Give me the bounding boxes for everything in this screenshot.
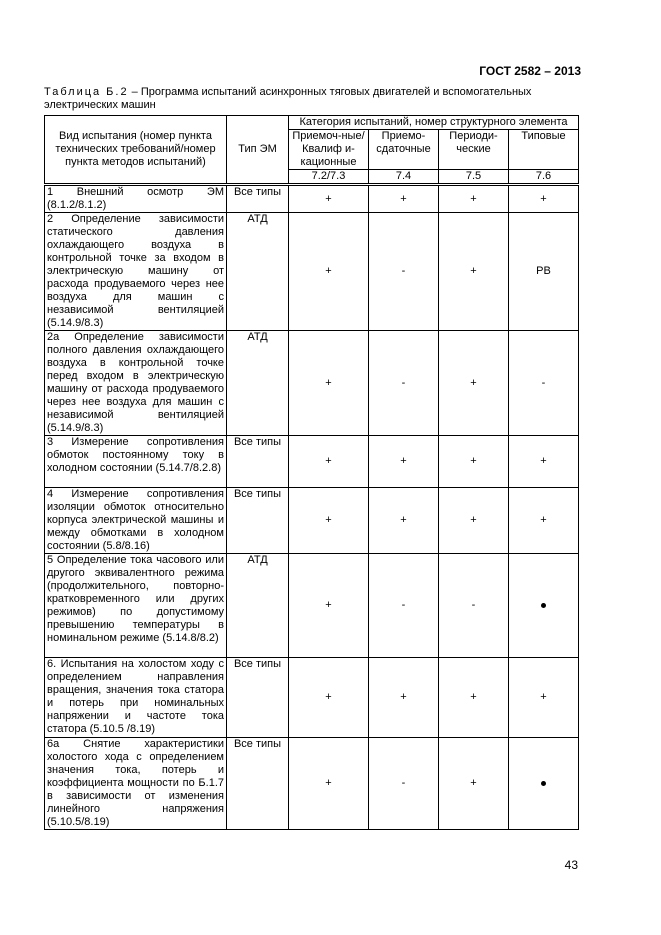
table-caption: [44, 86, 584, 112]
category-header: Приемоч-ные/Квалиф и-кационные: [289, 130, 369, 170]
mark-cell: +: [439, 738, 509, 830]
test-name-cell: 2 Определение зависимости статического давления охлаждающего воздуха в контрольной точке за входом в электрическую машину от расхода продуваемого через нее воздуха для машин с независимой вентиляцией (5.14.9/8.3): [45, 213, 227, 331]
mark-cell: +: [289, 738, 369, 830]
mark-cell: -: [369, 738, 439, 830]
test-name-cell: 2а Определение зависимости полного давления охлаждающего воздуха в контрольной точке перед входом в электрическую машину от расхода продуваемого через нее воздуха для машин с независимой вентиляцией (5.14.9/8.3): [45, 331, 227, 436]
mark-cell: +: [289, 488, 369, 554]
test-name-cell: 4 Измерение сопротивления изоляции обмоток относительно корпуса электрической машины и между обмотками в холодном состоянии (5.8/8.16): [45, 488, 227, 554]
test-name-cell: 5 Определение тока часового или другого эквивалентного режима (продолжительного, повторно-кратковременного или других режимов) по допустимому превышению температуры в номинальном режиме (5.14.8/8.2): [45, 554, 227, 658]
mark-cell: -: [369, 213, 439, 331]
table-row: [45, 185, 579, 213]
category-header: Типовые: [509, 130, 579, 170]
machine-type-cell: Все типы: [227, 185, 289, 213]
machine-type-cell: Все типы: [227, 658, 289, 738]
mark-cell: +: [439, 436, 509, 488]
caption-label: Таблица Б.2: [44, 86, 129, 98]
mark-cell: -: [369, 331, 439, 436]
mark-cell: +: [439, 488, 509, 554]
table-row: [45, 436, 579, 488]
mark-cell-dot: [509, 738, 579, 830]
mark-cell: -: [509, 331, 579, 436]
caption-text: – Программа испытаний асинхронных тяговых двигателей и вспомогательных электрических машин: [44, 86, 532, 111]
test-name-cell: 6а Снятие характеристики холостого хода с определением значения тока, потерь и коэффициента мощности по Б.1.7 в зависимости от изменения линейного напряжения (5.10.5/8.19): [45, 738, 227, 830]
mark-cell: +: [439, 658, 509, 738]
category-number: 7.2/7.3: [289, 170, 369, 185]
column-header-category: Категория испытаний, номер структурного элемента: [289, 116, 579, 130]
mark-cell: +: [289, 331, 369, 436]
category-header: Периоди-ческие: [439, 130, 509, 170]
mark-cell: +: [439, 213, 509, 331]
mark-cell: +: [289, 554, 369, 658]
table-body: [45, 185, 579, 830]
mark-cell: +: [439, 185, 509, 213]
standard-header: ГОСТ 2582 – 2013: [479, 64, 581, 78]
category-number: 7.6: [509, 170, 579, 185]
mark-cell: -: [439, 554, 509, 658]
mark-cell: +: [289, 213, 369, 331]
table-row: [45, 554, 579, 658]
machine-type-cell: АТД: [227, 554, 289, 658]
machine-type-cell: АТД: [227, 331, 289, 436]
mark-cell: +: [369, 436, 439, 488]
category-number: 7.5: [439, 170, 509, 185]
bullet-icon: [541, 781, 546, 786]
column-header-test: Вид испытания (номер пункта технических требований/номер пункта методов испытаний): [45, 116, 227, 185]
test-program-table: [44, 115, 579, 830]
mark-cell: +: [289, 436, 369, 488]
table-row: [45, 331, 579, 436]
column-header-type: Тип ЭМ: [227, 116, 289, 185]
mark-cell: +: [369, 488, 439, 554]
table-row: [45, 738, 579, 830]
mark-cell-dot: [509, 554, 579, 658]
mark-cell: +: [369, 185, 439, 213]
table-row: [45, 213, 579, 331]
test-name-cell: 6. Испытания на холостом ходу с определением направления вращения, значения тока статора и потерь при номинальных напряжении и частоте тока статора (5.10.5 /8.19): [45, 658, 227, 738]
test-name-cell: 3 Измерение сопротивления обмоток постоянному току в холодном состоянии (5.14.7/8.2.8): [45, 436, 227, 488]
table-row: [45, 658, 579, 738]
mark-cell: -: [369, 554, 439, 658]
test-name-cell: 1 Внешний осмотр ЭМ (8.1.2/8.1.2): [45, 185, 227, 213]
category-number: 7.4: [369, 170, 439, 185]
page-number: 43: [564, 858, 578, 872]
mark-cell: +: [509, 436, 579, 488]
mark-cell: +: [509, 658, 579, 738]
mark-cell: +: [289, 185, 369, 213]
mark-cell: +: [439, 331, 509, 436]
mark-cell: +: [289, 658, 369, 738]
table-row: [45, 488, 579, 554]
machine-type-cell: Все типы: [227, 436, 289, 488]
machine-type-cell: Все типы: [227, 488, 289, 554]
machine-type-cell: Все типы: [227, 738, 289, 830]
category-header: Приемо-сдаточные: [369, 130, 439, 170]
mark-cell: +: [369, 658, 439, 738]
bullet-icon: [541, 603, 546, 608]
machine-type-cell: АТД: [227, 213, 289, 331]
mark-cell: РВ: [509, 213, 579, 331]
mark-cell: +: [509, 185, 579, 213]
mark-cell: +: [509, 488, 579, 554]
